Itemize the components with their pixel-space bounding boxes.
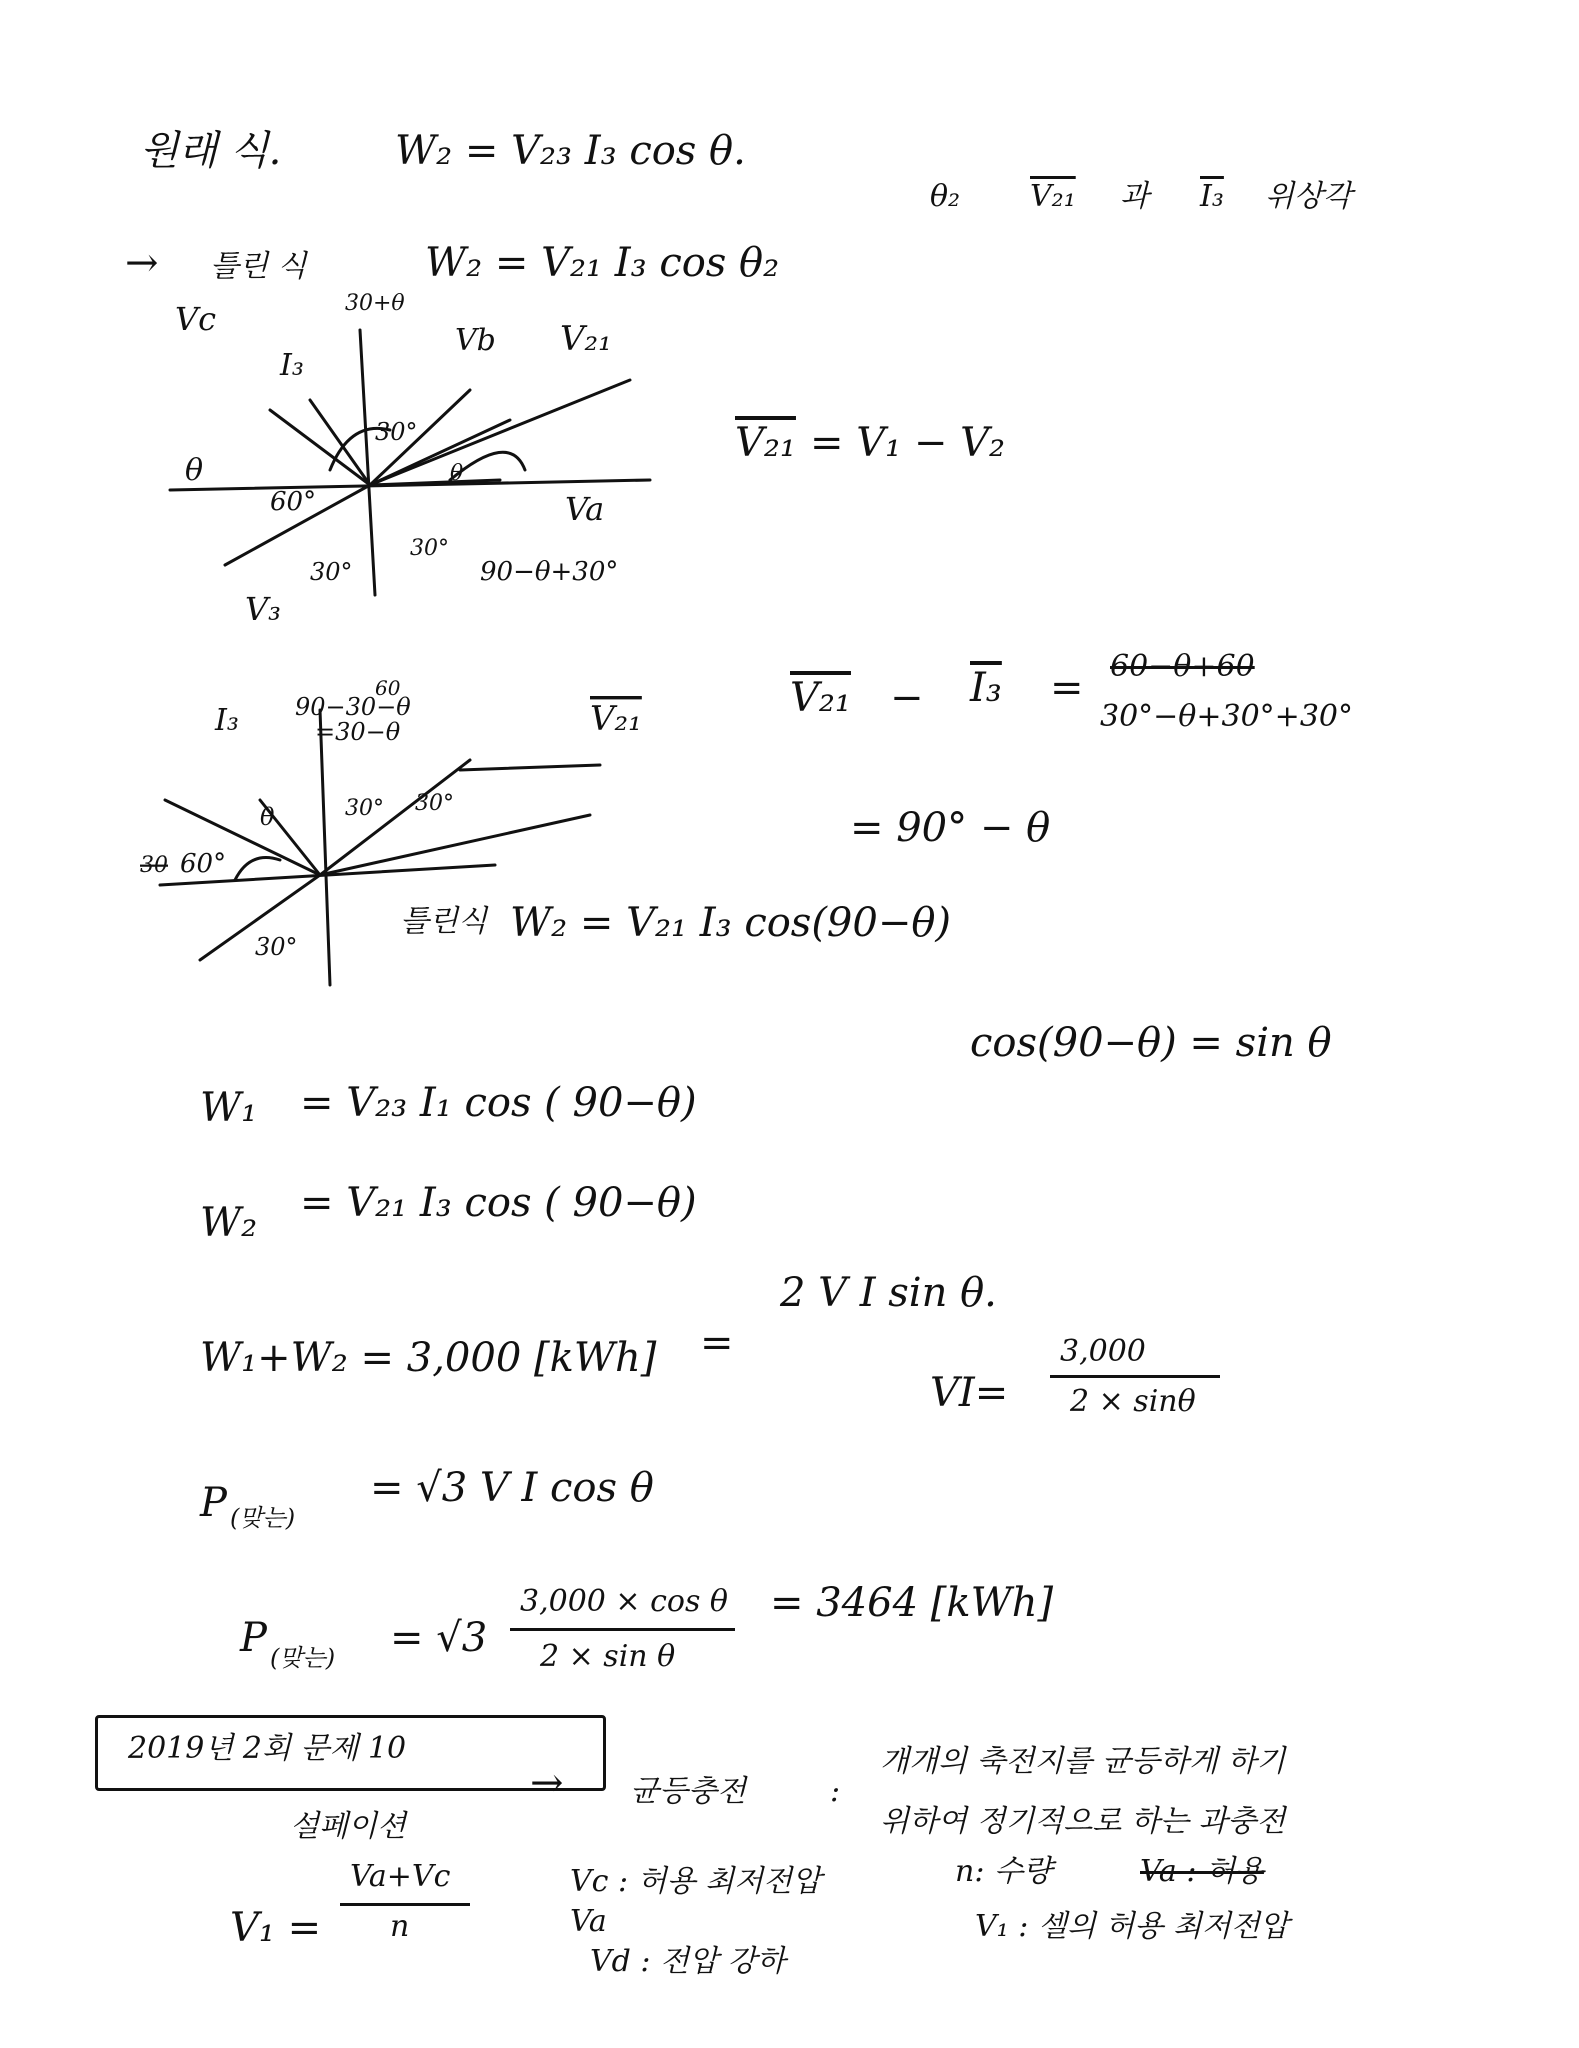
p2-num: 3,000 × cos θ xyxy=(520,1584,728,1619)
wrong-arrow: → xyxy=(125,240,159,286)
label-theta-right: θ xyxy=(450,461,464,486)
eq-line1: 개개의 축전지를 균등하게 하기 xyxy=(880,1744,1286,1779)
original-label: 원래 식. xyxy=(140,128,282,174)
phase-i3: I₃ xyxy=(1200,179,1224,214)
vi-den: 2 × sinθ xyxy=(1070,1384,1196,1419)
legend-crossed: Va : 허용 xyxy=(1140,1854,1264,1889)
p1-sub: (맞는) xyxy=(230,1504,296,1532)
p2-fraction-bar xyxy=(510,1628,735,1631)
legend-va: Va xyxy=(570,1904,607,1939)
label-va: Va xyxy=(565,490,605,528)
label-vb: Vb xyxy=(455,323,496,358)
phase-v21: V₂₁ xyxy=(1030,179,1076,214)
sulfation-label: 설페이션 xyxy=(290,1809,406,1844)
p2-result: = 3464 [kWh] xyxy=(770,1580,1054,1626)
label-left-strike: 30 xyxy=(140,853,168,878)
label-30-right: 30° xyxy=(410,536,449,561)
label-60: 60° xyxy=(270,487,317,517)
sum-lhs: W₁+W₂ = 3,000 [kWh] xyxy=(200,1335,657,1381)
vertical-axis-2 xyxy=(320,710,330,985)
angle-result: = 90° − θ xyxy=(850,805,1051,851)
label-v3: V₃ xyxy=(245,590,281,628)
p2-eq: = √3 xyxy=(390,1615,488,1661)
identity: cos(90−θ) = sin θ xyxy=(970,1020,1332,1066)
w2-rhs: = V₂₁ I₃ cos ( 90−θ) xyxy=(300,1180,697,1226)
label-bottom-note: 90−θ+30° xyxy=(480,557,619,587)
i3-vector xyxy=(310,400,370,485)
sum-eq: = xyxy=(700,1320,734,1366)
horizontal-axis xyxy=(170,480,650,490)
v1-den: n xyxy=(390,1909,410,1944)
section-title: 2019년 2회 문제 10 xyxy=(128,1731,407,1766)
label-top1-over: 60 xyxy=(375,676,401,700)
v1-lhs: V₁ = xyxy=(230,1905,322,1951)
angle-i3: I₃ xyxy=(970,665,1002,711)
legend-v1: V₁ : 셀의 허용 최저전압 xyxy=(975,1909,1289,1944)
p2-lhs: P xyxy=(240,1615,267,1661)
p1-rhs: = √3 V I cos θ xyxy=(370,1465,654,1511)
label-i3-2: I₃ xyxy=(215,703,239,738)
label-v21-2: V₂₁ xyxy=(590,699,642,739)
p1-lhs: P xyxy=(200,1480,227,1526)
phase-mid: 과 xyxy=(1120,179,1149,214)
label-30-2: 30° xyxy=(415,791,454,816)
label-top-angle: 30+θ xyxy=(345,291,405,316)
angle-minus: − xyxy=(890,675,924,721)
label-i3: I₃ xyxy=(280,348,304,383)
angle-line2: 30°−θ+30°+30° xyxy=(1100,699,1353,734)
eq-term: 균등충전 xyxy=(630,1774,746,1809)
p2-den: 2 × sin θ xyxy=(540,1639,676,1674)
vertical-axis xyxy=(360,330,375,595)
legend-vc: Vc : 허용 최저전압 xyxy=(570,1864,822,1899)
vi-lhs: VI= xyxy=(930,1370,1009,1416)
v1-num: Va+Vc xyxy=(350,1859,451,1894)
phasor-diagram-1 xyxy=(150,280,670,628)
label-30-top: 30° xyxy=(375,418,418,446)
label-top2: =30−θ xyxy=(315,718,401,746)
wrong2-label: 틀린식 xyxy=(400,904,487,939)
wrong2-formula: W₂ = V₂₁ I₃ cos(90−θ) xyxy=(510,900,952,946)
w2-lhs: W₂ xyxy=(200,1200,258,1246)
sum-rhs: 2 V I sin θ. xyxy=(780,1270,997,1316)
label-30-bottom-2: 30° xyxy=(255,933,298,961)
w1-rhs: = V₂₃ I₁ cos ( 90−θ) xyxy=(300,1080,697,1126)
vi-num: 3,000 xyxy=(1060,1334,1146,1369)
angle-eq: = xyxy=(1050,665,1084,711)
wrong-formula: W₂ = V₂₁ I₃ cos θ₂ xyxy=(425,240,780,286)
eq-colon: : xyxy=(830,1774,841,1809)
label-vc: Vc xyxy=(175,300,217,338)
angle-v21: V₂₁ xyxy=(790,675,851,721)
label-theta: θ xyxy=(185,453,204,488)
label-30-bottom: 30° xyxy=(310,558,353,586)
label-theta-2: θ xyxy=(260,803,275,831)
vi-fraction-bar xyxy=(1050,1375,1220,1378)
v21-def-rhs: = V₁ − V₂ xyxy=(810,420,1006,466)
label-60-2: 60° xyxy=(180,849,227,879)
phase-tail: 위상각 xyxy=(1265,179,1352,214)
v21-guide xyxy=(460,765,600,770)
w1-lhs: W₁ xyxy=(200,1085,258,1131)
legend-n: n: 수량 xyxy=(955,1854,1052,1889)
vc-vector xyxy=(270,410,370,485)
wrong-label: 틀린 식 xyxy=(210,249,307,284)
legend-vd: Vd : 전압 강하 xyxy=(590,1944,786,1979)
label-30-1: 30° xyxy=(345,796,384,821)
label-top1: 90−30−θ xyxy=(295,693,411,721)
v21-def-lhs: V₂₁ xyxy=(735,420,796,466)
eq-line2: 위하여 정기적으로 하는 과충전 xyxy=(880,1804,1286,1839)
v1-fraction-bar xyxy=(340,1903,470,1906)
angle-crossed: 60−θ+60 xyxy=(1110,649,1255,684)
angle-arc-3 xyxy=(235,858,280,881)
label-v21: V₂₁ xyxy=(560,319,612,359)
p2-sub: (맞는) xyxy=(270,1644,336,1672)
phase-theta: θ₂ xyxy=(930,179,961,214)
eq-arrow: → xyxy=(530,1760,564,1806)
original-formula: W₂ = V₂₃ I₃ cos θ. xyxy=(395,128,746,174)
